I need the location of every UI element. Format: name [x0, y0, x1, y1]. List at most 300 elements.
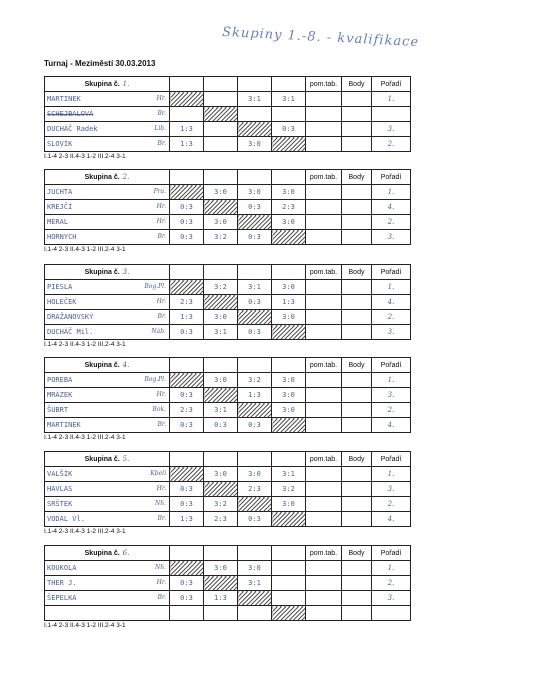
header-empty-cell — [170, 358, 204, 373]
points-cell — [342, 482, 372, 497]
group-label: Skupina č. — [84, 456, 120, 463]
group-label: Skupina č. — [84, 550, 120, 557]
match-order-note: I.1-4 2-3 II.4-3 1-2 III.2-4 3-1 — [44, 153, 126, 160]
player-club: Bog.Pl. — [144, 376, 166, 383]
player-name-cell — [45, 137, 170, 152]
player-row — [45, 325, 411, 340]
player-name: MARTINEK — [47, 421, 81, 429]
player-name: KREJČÍ — [47, 203, 73, 211]
self-match-cell — [272, 230, 306, 245]
player-row — [45, 497, 411, 512]
pomtab-cell — [306, 107, 342, 122]
player-row — [45, 185, 411, 200]
rank-cell: 1. — [372, 373, 411, 388]
player-club: Hr. — [156, 579, 166, 586]
header-empty-cell — [204, 358, 238, 373]
rank-cell: 2. — [372, 576, 411, 591]
self-match-cell — [238, 215, 272, 230]
pomtab-cell — [306, 497, 342, 512]
group-number: 2. — [122, 173, 130, 181]
score-cell: 1:3 — [170, 310, 204, 325]
col-header-body: Body — [342, 358, 372, 373]
group-table — [44, 451, 411, 527]
score-cell: 3:0 — [272, 280, 306, 295]
points-cell — [342, 280, 372, 295]
col-header-pomtab: pom.tab. — [306, 358, 342, 373]
pomtab-cell — [306, 467, 342, 482]
score-cell — [238, 606, 272, 621]
points-cell — [342, 576, 372, 591]
group-table — [44, 169, 411, 245]
header-empty-cell — [204, 546, 238, 561]
group-table — [44, 545, 411, 621]
match-order-note: I.1-4 2-3 II.4-3 1-2 III.2-4 3-1 — [44, 622, 126, 629]
group-number: 4. — [122, 361, 130, 369]
score-cell — [272, 107, 306, 122]
rank-cell — [372, 107, 411, 122]
player-club: Br. — [157, 515, 166, 522]
player-row — [45, 107, 411, 122]
score-cell: 3:0 — [204, 185, 238, 200]
score-cell: 0:3 — [170, 230, 204, 245]
score-cell: 3:1 — [272, 92, 306, 107]
score-cell: 1:3 — [272, 295, 306, 310]
score-cell: 3:0 — [204, 467, 238, 482]
col-header-body: Body — [342, 265, 372, 280]
match-order-note: I.1-4 2-3 II.4-3 1-2 III.2-4 3-1 — [44, 434, 126, 441]
rank-cell: 1. — [372, 280, 411, 295]
score-cell: 2:3 — [272, 200, 306, 215]
points-cell — [342, 137, 372, 152]
pomtab-cell — [306, 373, 342, 388]
player-name-cell — [45, 576, 170, 591]
rank-cell: 2. — [372, 403, 411, 418]
score-cell: 3:0 — [272, 373, 306, 388]
pomtab-cell — [306, 388, 342, 403]
player-row — [45, 418, 411, 433]
group-number: 3. — [122, 268, 130, 276]
points-cell — [342, 92, 372, 107]
player-name-cell — [45, 561, 170, 576]
player-row — [45, 200, 411, 215]
score-cell: 0:3 — [272, 122, 306, 137]
rank-cell: 4. — [372, 512, 411, 527]
score-cell: 3:0 — [272, 497, 306, 512]
score-cell: 0:3 — [170, 418, 204, 433]
player-row — [45, 467, 411, 482]
col-header-poradi: Pořadí — [372, 546, 411, 561]
score-cell: 3:0 — [238, 137, 272, 152]
pomtab-cell — [306, 295, 342, 310]
group-label: Skupina č. — [84, 174, 120, 181]
player-club: Hr. — [156, 298, 166, 305]
player-name: HOLEČEK — [47, 298, 77, 306]
score-cell: 3:1 — [238, 280, 272, 295]
self-match-cell — [204, 388, 238, 403]
pomtab-cell — [306, 482, 342, 497]
group-number: 6. — [122, 549, 130, 557]
player-club: Br. — [157, 421, 166, 428]
header-empty-cell — [204, 452, 238, 467]
points-cell — [342, 200, 372, 215]
rank-cell: 3. — [372, 230, 411, 245]
player-row — [45, 230, 411, 245]
points-cell — [342, 215, 372, 230]
player-club: Nh. — [154, 500, 166, 507]
player-name-cell — [45, 467, 170, 482]
player-name-cell — [45, 512, 170, 527]
player-row — [45, 388, 411, 403]
score-cell: 1:3 — [238, 388, 272, 403]
score-cell: 0:3 — [170, 325, 204, 340]
player-name-cell — [45, 403, 170, 418]
player-name: DUCHÁČ Radek — [47, 125, 98, 133]
player-row — [45, 373, 411, 388]
points-cell — [342, 107, 372, 122]
self-match-cell — [238, 591, 272, 606]
header-empty-cell — [170, 77, 204, 92]
player-row — [45, 576, 411, 591]
group-title — [45, 170, 170, 185]
points-cell — [342, 325, 372, 340]
player-name: THER J. — [47, 579, 77, 587]
player-name-cell — [45, 606, 170, 621]
pomtab-cell — [306, 137, 342, 152]
group-label: Skupina č. — [84, 362, 120, 369]
score-cell: 3:2 — [204, 280, 238, 295]
score-cell: 3:0 — [238, 467, 272, 482]
pomtab-cell — [306, 200, 342, 215]
pomtab-cell — [306, 576, 342, 591]
rank-cell: 2. — [372, 215, 411, 230]
group-title — [45, 265, 170, 280]
rank-cell: 1. — [372, 92, 411, 107]
player-name: SRŠTEK — [47, 500, 73, 508]
player-name: MRÁZEK — [47, 391, 73, 399]
group-title — [45, 358, 170, 373]
player-name-cell — [45, 310, 170, 325]
points-cell — [342, 310, 372, 325]
player-name-cell — [45, 280, 170, 295]
player-row — [45, 122, 411, 137]
self-match-cell — [170, 561, 204, 576]
player-row — [45, 295, 411, 310]
rank-cell: 2. — [372, 137, 411, 152]
header-empty-cell — [272, 546, 306, 561]
score-cell: 3:0 — [272, 185, 306, 200]
player-name-cell — [45, 185, 170, 200]
rank-cell: 4. — [372, 295, 411, 310]
score-cell — [170, 606, 204, 621]
header-empty-cell — [238, 452, 272, 467]
points-cell — [342, 606, 372, 621]
header-empty-cell — [238, 170, 272, 185]
player-name: VALŠÍK — [47, 470, 73, 478]
score-cell — [272, 591, 306, 606]
score-cell: 2:3 — [170, 403, 204, 418]
score-cell: 3:0 — [272, 388, 306, 403]
player-name: MARTINEK — [47, 95, 81, 103]
pomtab-cell — [306, 310, 342, 325]
player-name: DUCHÁČ Mil. — [47, 328, 94, 336]
player-name-cell — [45, 215, 170, 230]
score-cell: 0:3 — [238, 230, 272, 245]
header-empty-cell — [238, 358, 272, 373]
tournament-header: Turnaj - Meziměstí 30.03.2013 — [44, 59, 156, 68]
rank-cell: 2. — [372, 497, 411, 512]
player-name-cell — [45, 92, 170, 107]
self-match-cell — [238, 122, 272, 137]
col-header-poradi: Pořadí — [372, 452, 411, 467]
score-cell: 3:2 — [238, 373, 272, 388]
header-empty-cell — [170, 265, 204, 280]
self-match-cell — [204, 107, 238, 122]
player-club: Hr. — [156, 203, 166, 210]
pomtab-cell — [306, 512, 342, 527]
score-cell: 0:3 — [238, 325, 272, 340]
player-row — [45, 606, 411, 621]
score-cell: 0:3 — [238, 418, 272, 433]
score-cell: 3:0 — [238, 561, 272, 576]
score-cell — [204, 92, 238, 107]
score-cell: 0:3 — [170, 200, 204, 215]
match-order-note: I.1-4 2-3 II.4-3 1-2 III.2-4 3-1 — [44, 341, 126, 348]
player-name: DRAŽANOVSKÝ — [47, 313, 94, 321]
player-row — [45, 403, 411, 418]
score-cell — [170, 107, 204, 122]
score-cell: 0:3 — [238, 295, 272, 310]
score-cell: 1:3 — [170, 137, 204, 152]
player-club: Br. — [157, 140, 166, 147]
points-cell — [342, 185, 372, 200]
header-empty-cell — [272, 77, 306, 92]
score-cell — [204, 137, 238, 152]
points-cell — [342, 295, 372, 310]
group-number: 1. — [122, 80, 130, 88]
player-name-cell — [45, 325, 170, 340]
score-cell: 0:3 — [170, 576, 204, 591]
score-cell: 3:0 — [272, 310, 306, 325]
self-match-cell — [170, 467, 204, 482]
rank-cell: 3. — [372, 325, 411, 340]
score-cell: 3:1 — [204, 325, 238, 340]
player-row — [45, 591, 411, 606]
header-empty-cell — [204, 265, 238, 280]
player-name: PIESLA — [47, 283, 73, 291]
score-cell: 0:3 — [170, 497, 204, 512]
header-empty-cell — [272, 170, 306, 185]
points-cell — [342, 122, 372, 137]
self-match-cell — [272, 418, 306, 433]
pomtab-cell — [306, 606, 342, 621]
self-match-cell — [272, 325, 306, 340]
match-order-note: I.1-4 2-3 II.4-3 1-2 III.2-4 3-1 — [44, 528, 126, 535]
col-header-body: Body — [342, 452, 372, 467]
col-header-body: Body — [342, 546, 372, 561]
score-cell — [272, 576, 306, 591]
score-cell: 3:1 — [204, 403, 238, 418]
score-cell — [204, 122, 238, 137]
score-cell: 0:3 — [238, 512, 272, 527]
score-cell — [272, 561, 306, 576]
group-1 — [44, 76, 410, 160]
group-6 — [44, 545, 410, 629]
self-match-cell — [170, 373, 204, 388]
score-cell: 3:2 — [204, 497, 238, 512]
score-cell: 2:3 — [170, 295, 204, 310]
col-header-pomtab: pom.tab. — [306, 265, 342, 280]
pomtab-cell — [306, 92, 342, 107]
player-club: Bog.Pl. — [144, 283, 166, 290]
player-club: Bok. — [152, 406, 166, 413]
self-match-cell — [204, 200, 238, 215]
col-header-body: Body — [342, 77, 372, 92]
self-match-cell — [238, 497, 272, 512]
score-cell: 3:1 — [238, 92, 272, 107]
group-2 — [44, 169, 410, 253]
pomtab-cell — [306, 230, 342, 245]
rank-cell: 2. — [372, 310, 411, 325]
player-name: KOUKOLA — [47, 564, 77, 572]
player-name-cell — [45, 373, 170, 388]
player-row — [45, 310, 411, 325]
player-name: HAVLAS — [47, 485, 73, 493]
player-name: POREBA — [47, 376, 73, 384]
player-row — [45, 561, 411, 576]
self-match-cell — [170, 92, 204, 107]
rank-cell — [372, 606, 411, 621]
group-title — [45, 546, 170, 561]
player-club: Nh. — [154, 564, 166, 571]
score-cell: 3:0 — [272, 403, 306, 418]
player-row — [45, 137, 411, 152]
score-cell: 3:2 — [272, 482, 306, 497]
score-cell: 0:3 — [170, 215, 204, 230]
points-cell — [342, 497, 372, 512]
self-match-cell — [272, 512, 306, 527]
group-3 — [44, 264, 410, 348]
self-match-cell — [204, 295, 238, 310]
col-header-pomtab: pom.tab. — [306, 452, 342, 467]
rank-cell: 4. — [372, 418, 411, 433]
points-cell — [342, 561, 372, 576]
score-cell: 3:0 — [204, 215, 238, 230]
self-match-cell — [170, 280, 204, 295]
col-header-pomtab: pom.tab. — [306, 77, 342, 92]
score-cell: 0:3 — [170, 591, 204, 606]
player-club: Hr. — [156, 391, 166, 398]
points-cell — [342, 373, 372, 388]
self-match-cell — [204, 482, 238, 497]
player-name-cell — [45, 418, 170, 433]
header-empty-cell — [170, 546, 204, 561]
header-empty-cell — [238, 546, 272, 561]
pomtab-cell — [306, 215, 342, 230]
player-club: Br. — [157, 594, 166, 601]
points-cell — [342, 512, 372, 527]
header-empty-cell — [272, 452, 306, 467]
score-cell: 3:0 — [238, 185, 272, 200]
score-cell: 3:1 — [238, 576, 272, 591]
pomtab-cell — [306, 418, 342, 433]
self-match-cell — [238, 310, 272, 325]
player-name: HORNYCH — [47, 233, 77, 241]
player-name: ŠEPELKA — [47, 594, 77, 602]
group-label: Skupina č. — [84, 81, 120, 88]
pomtab-cell — [306, 122, 342, 137]
self-match-cell — [238, 403, 272, 418]
points-cell — [342, 591, 372, 606]
player-name-cell — [45, 107, 170, 122]
group-table — [44, 264, 411, 340]
player-club: Br. — [157, 313, 166, 320]
score-cell: 3:2 — [204, 230, 238, 245]
points-cell — [342, 388, 372, 403]
score-cell: 3:0 — [272, 215, 306, 230]
group-title — [45, 77, 170, 92]
player-name-cell — [45, 388, 170, 403]
score-cell: 2:3 — [204, 512, 238, 527]
header-empty-cell — [238, 77, 272, 92]
group-5 — [44, 451, 410, 535]
score-cell: 0:3 — [170, 388, 204, 403]
points-cell — [342, 418, 372, 433]
col-header-poradi: Pořadí — [372, 77, 411, 92]
header-empty-cell — [272, 265, 306, 280]
rank-cell: 3. — [372, 122, 411, 137]
player-name: SLOVÍK — [47, 140, 73, 148]
player-club: Pra. — [153, 188, 166, 195]
self-match-cell — [272, 606, 306, 621]
group-4 — [44, 357, 410, 441]
player-name-cell — [45, 230, 170, 245]
header-empty-cell — [170, 452, 204, 467]
player-name-cell — [45, 497, 170, 512]
header-empty-cell — [238, 265, 272, 280]
points-cell — [342, 467, 372, 482]
player-name-cell — [45, 200, 170, 215]
col-header-poradi: Pořadí — [372, 358, 411, 373]
score-cell: 3:0 — [204, 373, 238, 388]
group-table — [44, 76, 411, 152]
player-club: Br. — [157, 233, 166, 240]
self-match-cell — [272, 137, 306, 152]
player-row — [45, 512, 411, 527]
rank-cell: 1. — [372, 467, 411, 482]
player-club: Hr. — [156, 218, 166, 225]
points-cell — [342, 230, 372, 245]
player-club: Hr. — [156, 485, 166, 492]
player-name-cell — [45, 122, 170, 137]
score-cell: 1:3 — [170, 512, 204, 527]
player-club: Hr. — [156, 95, 166, 102]
pomtab-cell — [306, 591, 342, 606]
self-match-cell — [170, 185, 204, 200]
score-cell: 1:3 — [204, 591, 238, 606]
pomtab-cell — [306, 280, 342, 295]
player-row — [45, 215, 411, 230]
pomtab-cell — [306, 561, 342, 576]
player-name-cell — [45, 295, 170, 310]
col-header-pomtab: pom.tab. — [306, 546, 342, 561]
score-cell: 3:0 — [204, 561, 238, 576]
player-club: Br. — [157, 110, 166, 117]
match-order-note: I.1-4 2-3 II.4-3 1-2 III.2-4 3-1 — [44, 246, 126, 253]
group-number: 5. — [122, 455, 130, 463]
score-cell: 2:3 — [238, 482, 272, 497]
score-cell — [238, 107, 272, 122]
header-empty-cell — [170, 170, 204, 185]
